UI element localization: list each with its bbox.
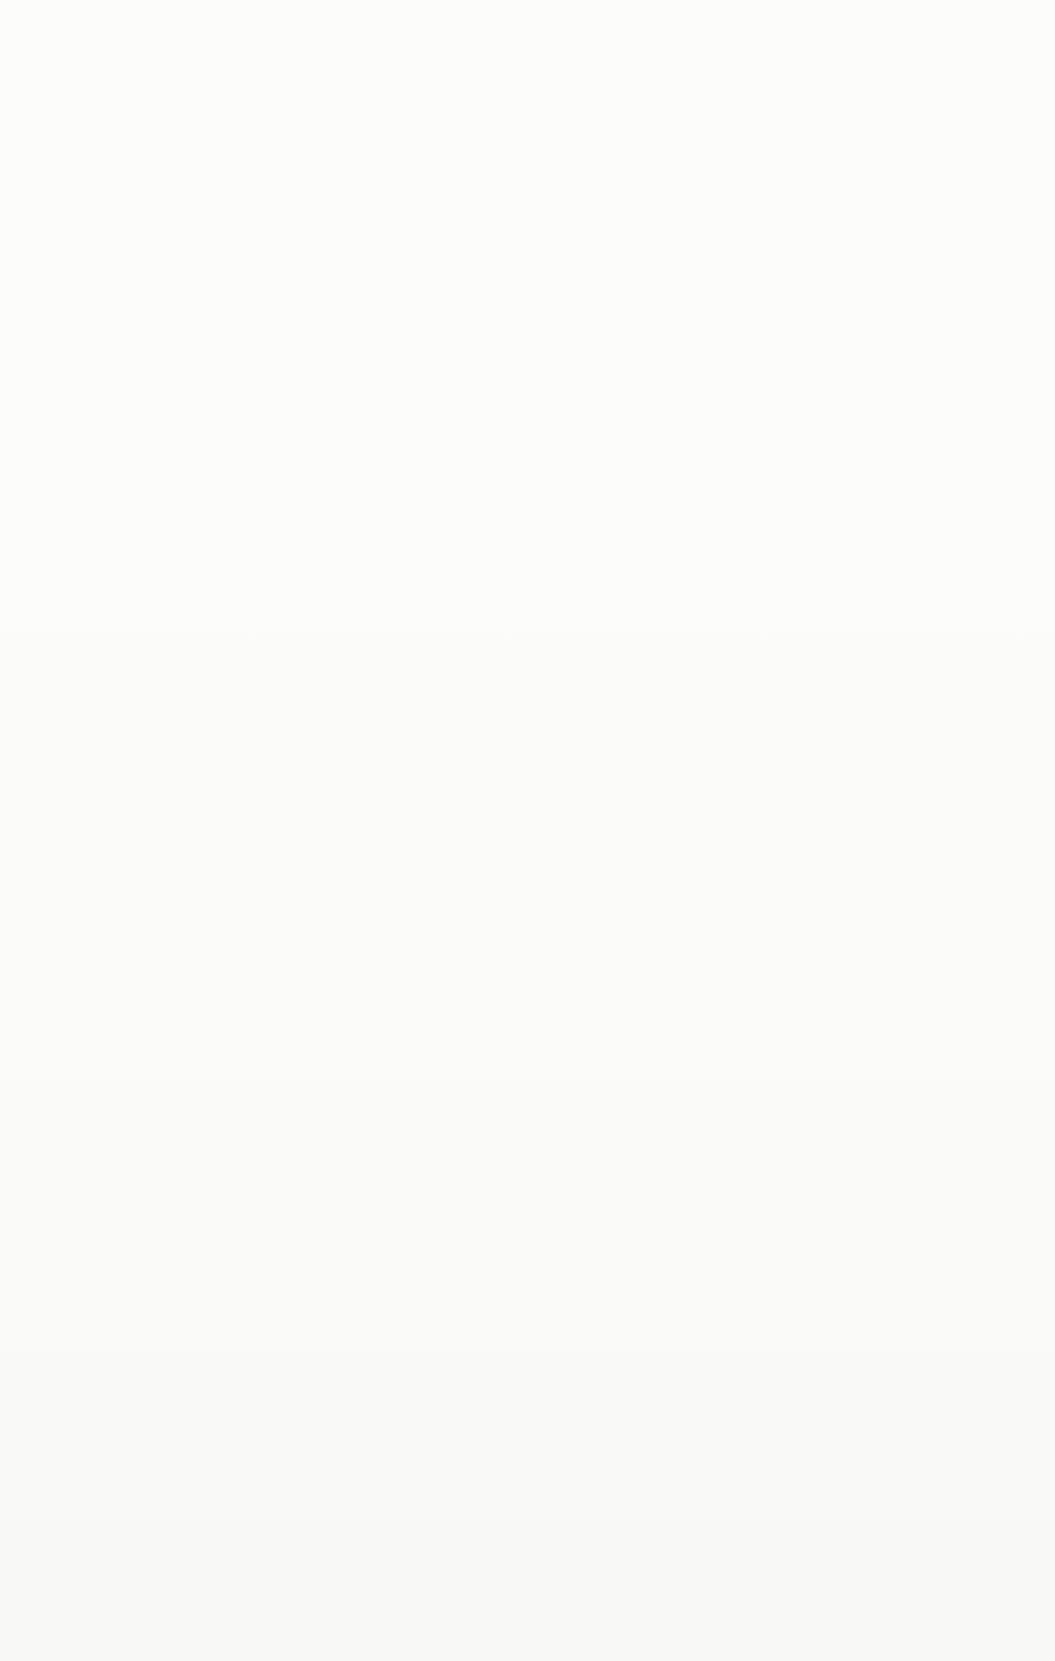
- question-7-solution-row: [124, 636, 146, 669]
- question-7-heading: [118, 484, 134, 517]
- question-8-heading: [118, 1040, 134, 1073]
- question-8-solution-row: [124, 1238, 146, 1271]
